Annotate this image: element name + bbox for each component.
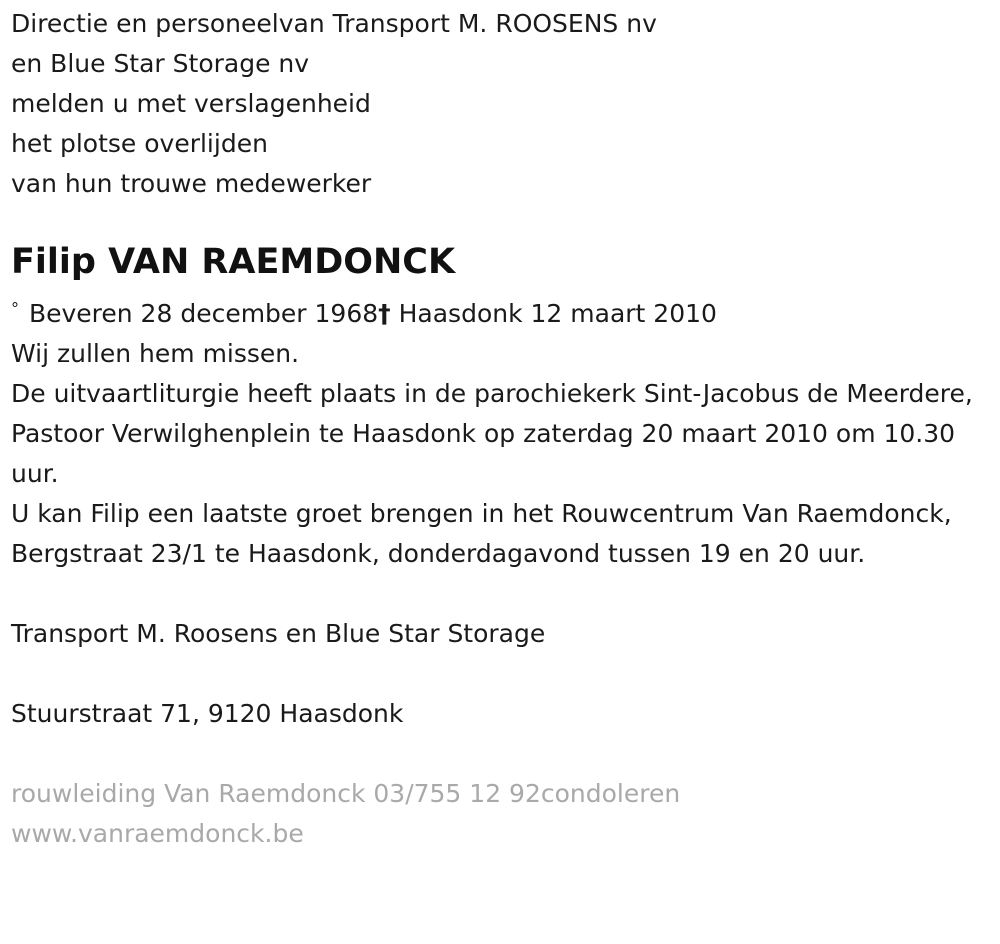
deceased-name: Filip VAN RAEMDONCK	[11, 242, 456, 282]
life-dates	[11, 289, 1000, 334]
intro-line: Directie en personeelvan Transport M. ROOSENS nv	[11, 9, 657, 38]
intro-line: het plotse overlijden	[11, 129, 268, 158]
death-place-date: Haasdonk 12 maart 2010	[398, 299, 717, 328]
address: Stuurstraat 71, 9120 Haasdonk	[11, 699, 404, 728]
funeral-location: De uitvaartliturgie heeft plaats in de parochiekerk Sint-Jacobus de Meerdere,	[11, 379, 973, 408]
intro-line: en Blue Star Storage nv	[11, 49, 310, 78]
visitation-info: U kan Filip een laatste groet brengen in het Rouwcentrum Van Raemdonck, Bergstraat 23/1 te Haasdonk, donderdagavond tussen 19 en 20 uur.	[11, 499, 952, 568]
funeral-time: Pastoor Verwilghenplein te Haasdonk op zaterdag 20 maart 2010 om 10.30 uur.	[11, 419, 956, 488]
spacer	[11, 654, 1000, 694]
intro-line: melden u met verslagenheid	[11, 89, 371, 118]
intro-line: van hun trouwe medewerker	[11, 169, 372, 198]
signature: Transport M. Roosens en Blue Star Storage	[11, 619, 546, 648]
funeral-director-line: rouwleiding Van Raemdonck 03/755 12 92condoleren	[11, 779, 681, 808]
website-line: www.vanraemdonck.be	[11, 819, 304, 848]
birth-symbol: °	[11, 299, 19, 318]
death-cross-icon: †	[378, 299, 391, 328]
birth-place-date: Beveren 28 december 1968	[28, 299, 379, 328]
spacer	[11, 574, 1000, 614]
spacer	[11, 734, 1000, 774]
missing-line: Wij zullen hem missen.	[11, 339, 300, 368]
